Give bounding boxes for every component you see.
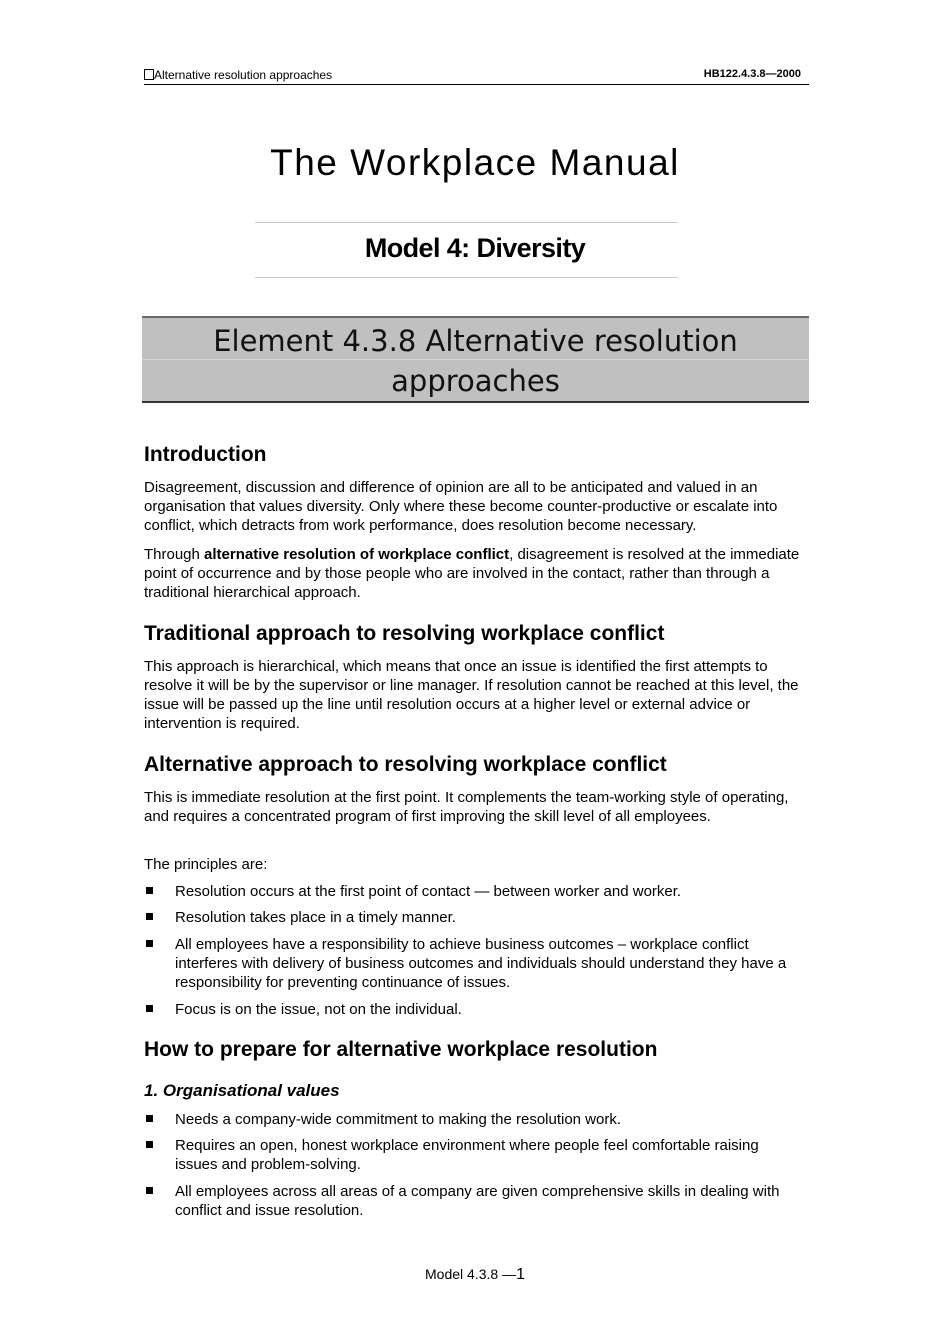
header-standard-code: HB122.4.3.8—2000 [703,68,801,80]
heading-alternative-approach: Alternative approach to resolving workplace conflict [144,753,667,776]
element-title-line-2: approaches [391,364,560,398]
element-title-line-1: Element 4.3.8 Alternative resolution [213,324,738,358]
square-bullet-icon [146,940,153,947]
running-header [144,66,809,85]
traditional-paragraph: This approach is hierarchical, which means that once an issue is identified the first attempts to resolve it will be by the supervisor or line manager. If resolution cannot be reached at this level, the issue will be passed up the line until resolution occurs at a higher level or external advice or intervention is required. [144,658,799,732]
square-bullet-icon [146,1187,153,1194]
alternative-paragraph-2: The principles are: [144,856,268,873]
document-title: The Workplace Manual [270,142,680,183]
header-section-title: Alternative resolution approaches [144,68,332,82]
intro-paragraph-2: Through alternative resolution of workplace conflict, disagreement is resolved at the immediate point of occurrence and by those people who are involved in the contact, rather than through a traditional hierarchical approach. [144,546,800,601]
divider-top [255,222,678,223]
heading-traditional-approach: Traditional approach to resolving workplace conflict [144,622,665,645]
square-bullet-icon [146,1141,153,1148]
square-bullet-icon [146,1005,153,1012]
intro-paragraph-1: Disagreement, discussion and difference of opinion are all to be anticipated and valued in an organisation that values diversity. Only where these become counter-productive or escalate into conflict, which detracts from work performance, does resolution become necessary. [144,479,778,534]
square-bullet-icon [146,887,153,894]
alternative-paragraph-1: This is immediate resolution at the first point. It complements the team-working style of operating, and requires a concentrated program of first improving the skill level of all employees. [144,789,789,825]
checkbox-glyph-icon [144,69,154,80]
subheading-organisational-values: 1. Organisational values [144,1081,340,1100]
heading-how-to-prepare: How to prepare for alternative workplace resolution [144,1038,658,1061]
element-banner [142,316,809,403]
page-footer: Model 4.3.8 —1 [425,1266,525,1283]
banner-divider [142,359,809,360]
heading-introduction: Introduction [144,443,267,466]
model-title: Model 4: Diversity [364,233,586,263]
divider-bottom [255,277,678,278]
square-bullet-icon [146,913,153,920]
square-bullet-icon [146,1115,153,1122]
page-number: 1 [516,1266,525,1283]
